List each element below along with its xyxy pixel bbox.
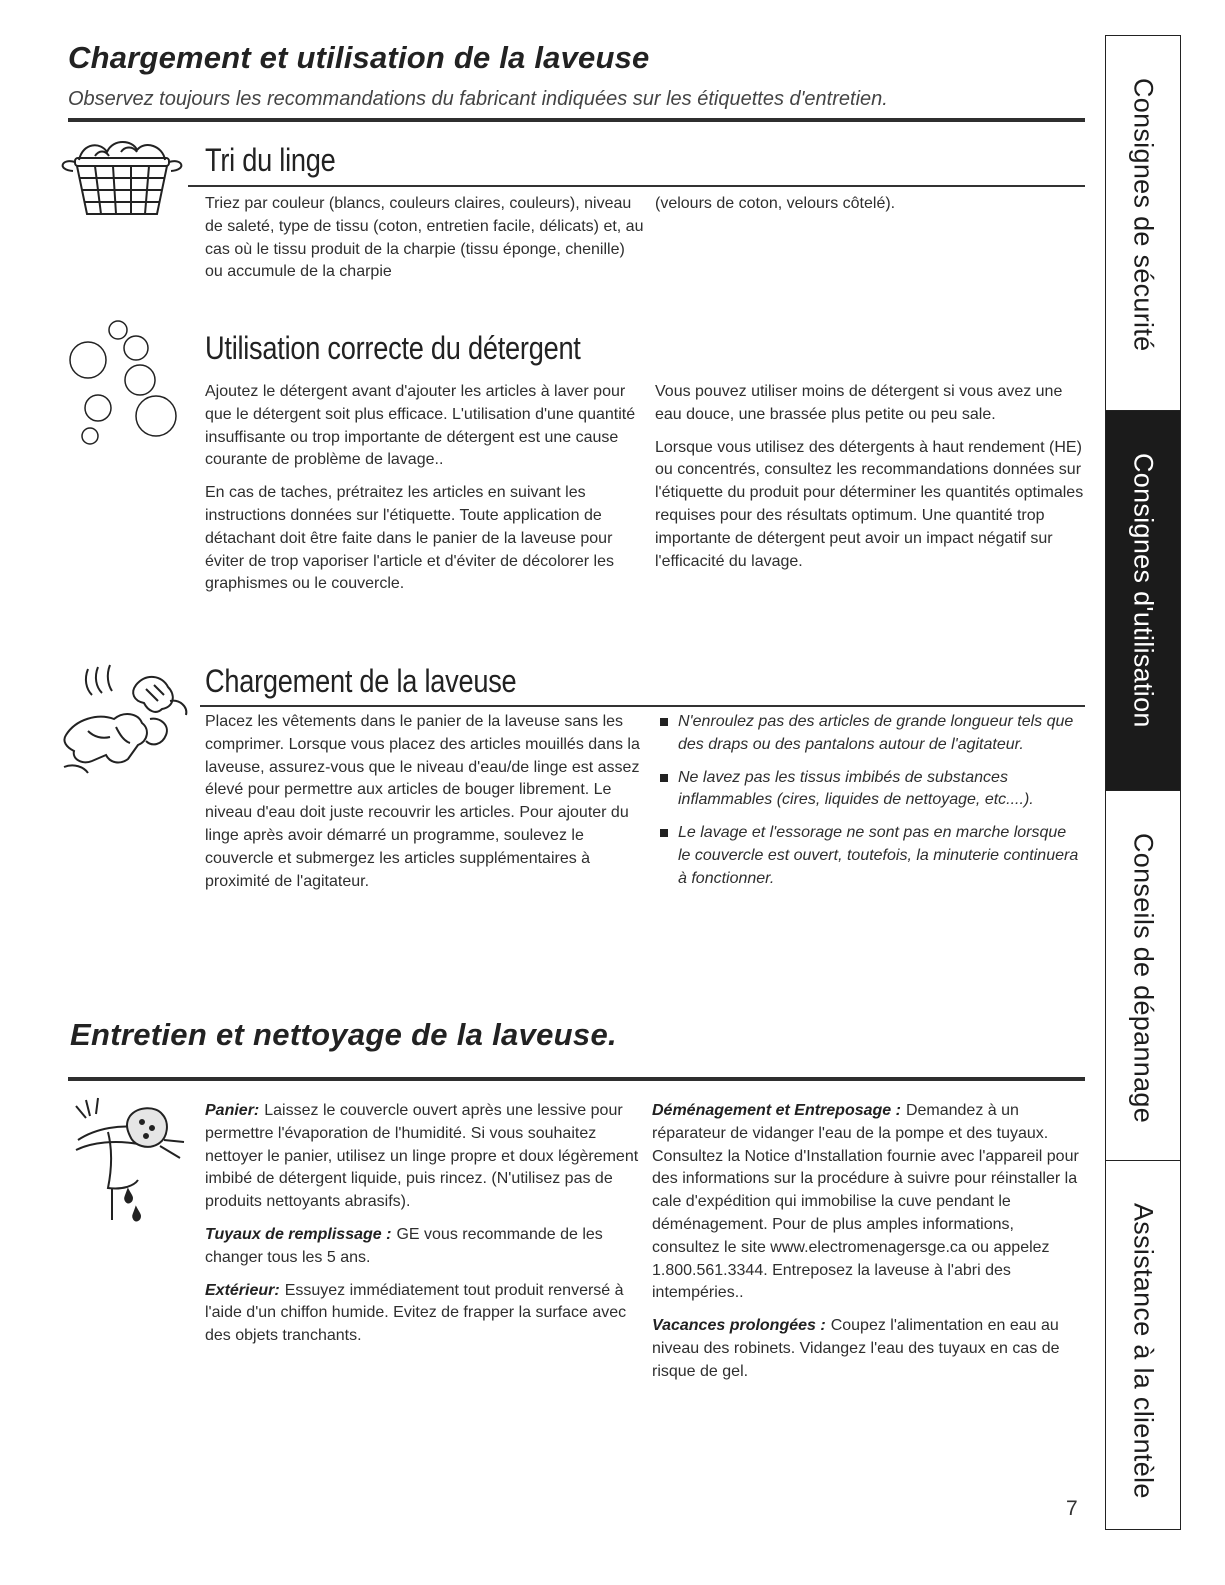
bullet-text: N'enroulez pas des articles de grande longueur tels que des draps ou des pantalons autour de l'agitateur. (678, 713, 1074, 753)
section-heading-sorting: Tri du linge (205, 142, 336, 178)
section-heading-detergent: Utilisation correcte du détergent (205, 330, 581, 366)
sorting-left-column (205, 193, 645, 294)
care-item-text: Demandez à un réparateur de vidanger l'eau de la pompe et des tuyaux. Consultez la Notice d'Installation fournie avec l'appareil pour des informations sur la procédure à suivre pour réinstaller la cale d'expédition qui immobilise la cuve pendant le déménagement. Pour de plus amples informations, consultez le site www.electromenagersge.ca ou appelez 1.800.561.3344. Entreposez la laveuse à l'abri des intempéries.. (652, 1102, 1079, 1302)
care-item-label: Déménagement et Entreposage : (652, 1102, 901, 1119)
loading-left-column (205, 711, 645, 903)
tab-label: Consignes de sécurité (1128, 78, 1159, 352)
care-left-column (205, 1100, 645, 1358)
care-right-column (652, 1100, 1082, 1394)
detergent-paragraph: Ajoutez le détergent avant d'ajouter les articles à laver pour que le détergent soit plus efficace. L'utilisation d'une quantité insuffisante ou trop importante de détergent est une cause courante de problème de lavage.. (205, 383, 636, 469)
detergent-paragraph: Vous pouvez utiliser moins de détergent si vous avez une eau douce, une brassée plus petite ou peu sale. (655, 383, 1063, 423)
sorting-text-continued: (velours de coton, velours côtelé). (655, 195, 896, 212)
tab-operating[interactable] (1106, 410, 1180, 790)
loading-right-column (658, 711, 1083, 901)
loading-bullet-list (658, 711, 1083, 891)
section-divider (200, 705, 1085, 707)
section-heading-loading: Chargement de la laveuse (205, 663, 517, 699)
laundry-basket-icon (55, 138, 190, 218)
tab-troubleshooting[interactable] (1106, 790, 1180, 1160)
care-item-label: Vacances prolongées : (652, 1317, 826, 1335)
care-item-label: Panier: (205, 1102, 260, 1119)
care-item-label: Extérieur: (205, 1281, 280, 1299)
loading-text: Placez les vêtements dans le panier de la laveuse sans les comprimer. Lorsque vous placez des articles mouillés dans la laveuse, assurez-vous que le niveau d'eau/de linge est assez élevé pour permettre aux articles de bouger librement. Le niveau d'eau doit juste recouvrir les articles. Pour ajouter du linge après avoir démarré un programme, soulevez le couvercle et submergez les articles supplémentaires à proximité de l'agitateur. (205, 713, 640, 890)
care-item-text: Coupez l'alimentation en eau au niveau des robinets. Vidangez l'eau des tuyaux en cas de risque de gel. (652, 1317, 1060, 1380)
bullet-square-icon (660, 829, 668, 837)
section-divider (188, 185, 1085, 187)
list-item (658, 711, 1083, 757)
clothes-icon (58, 655, 203, 775)
care-item-text: Essuyez immédiatement tout produit renversé à l'aide d'un chiffon humide. Evitez de frapper la surface avec des objets tranchants. (205, 1281, 627, 1345)
bullet-square-icon (660, 774, 668, 782)
sidebar-tabs (1105, 35, 1181, 1530)
care-divider (68, 1077, 1085, 1081)
sponge-icon (72, 1098, 187, 1228)
bullet-text: Ne lavez pas les tissus imbibés de substances inflammables (cires, liquides de nettoyage, etc....). (678, 768, 1034, 809)
title-divider (68, 118, 1085, 122)
care-item-text: Laissez le couvercle ouvert après une lessive pour permettre l'évaporation de l'humidité. Si vous souhaitez nettoyer le panier, utilisez un linge propre et doux légèrement imbibé de détergent liquide, puis rincez. (N'utilisez pas de produits nettoyants abrasifs). (205, 1102, 639, 1211)
page-title: Chargement et utilisation de la laveuse (68, 40, 650, 75)
tab-customer-service[interactable] (1106, 1160, 1180, 1530)
list-item (658, 822, 1083, 890)
care-item-label: Tuyaux de remplissage : (205, 1225, 392, 1243)
detergent-paragraph: Lorsque vous utilisez des détergents à haut rendement (HE) ou concentrés, consultez les recommandations données sur l'étiquette du produit pour déterminer les quantités optimales requises pour des résultats optimum. Une quantité trop importante de détergent peut avoir un impact négatif sur l'efficacité du lavage. (655, 438, 1084, 570)
tab-label: Assistance à la clientèle (1128, 1203, 1159, 1499)
bubbles-icon (62, 318, 182, 448)
care-heading: Entretien et nettoyage de la laveuse. (70, 1017, 617, 1052)
bullet-square-icon (660, 718, 668, 726)
detergent-right-column (655, 381, 1085, 583)
page-subtitle: Observez toujours les recommandations du fabricant indiquées sur les étiquettes d'entretien. (68, 88, 888, 110)
care-item-exterior (205, 1280, 645, 1348)
care-item-moving-storage (652, 1100, 1082, 1305)
tab-label: Conseils de dépannage (1128, 833, 1159, 1124)
tab-label: Consignes d'utilisation (1128, 453, 1159, 728)
sorting-right-column (655, 193, 1085, 226)
care-item-basket (205, 1100, 645, 1214)
care-item-vacation (652, 1315, 1082, 1383)
page-number: 7 (1066, 1497, 1078, 1520)
care-item-hoses (205, 1224, 645, 1270)
care-item-text: GE vous recommande de les changer tous les 5 ans. (205, 1225, 603, 1266)
detergent-paragraph: En cas de taches, prétraitez les articles en suivant les instructions données sur l'étiquette. Toute application de détachant doit être faite dans le panier de la laveuse pour éviter de trop vaporiser l'article et d'éviter de décolorer les graphismes ou le couvercle. (205, 484, 614, 593)
detergent-left-column (205, 381, 645, 606)
list-item (658, 767, 1083, 813)
sorting-text: Triez par couleur (blancs, couleurs claires, couleurs), niveau de saleté, type de tissu (coton, entretien facile, délicats) et, au cas où le tissu produit de la charpie (tissu éponge, chenille) ou accumule de la charpie (205, 195, 644, 281)
bullet-text: Le lavage et l'essorage ne sont pas en marche lorsque le couvercle est ouvert, toutefois, la minuterie continuera à fonctionner. (678, 824, 1079, 887)
tab-safety[interactable] (1106, 35, 1180, 410)
